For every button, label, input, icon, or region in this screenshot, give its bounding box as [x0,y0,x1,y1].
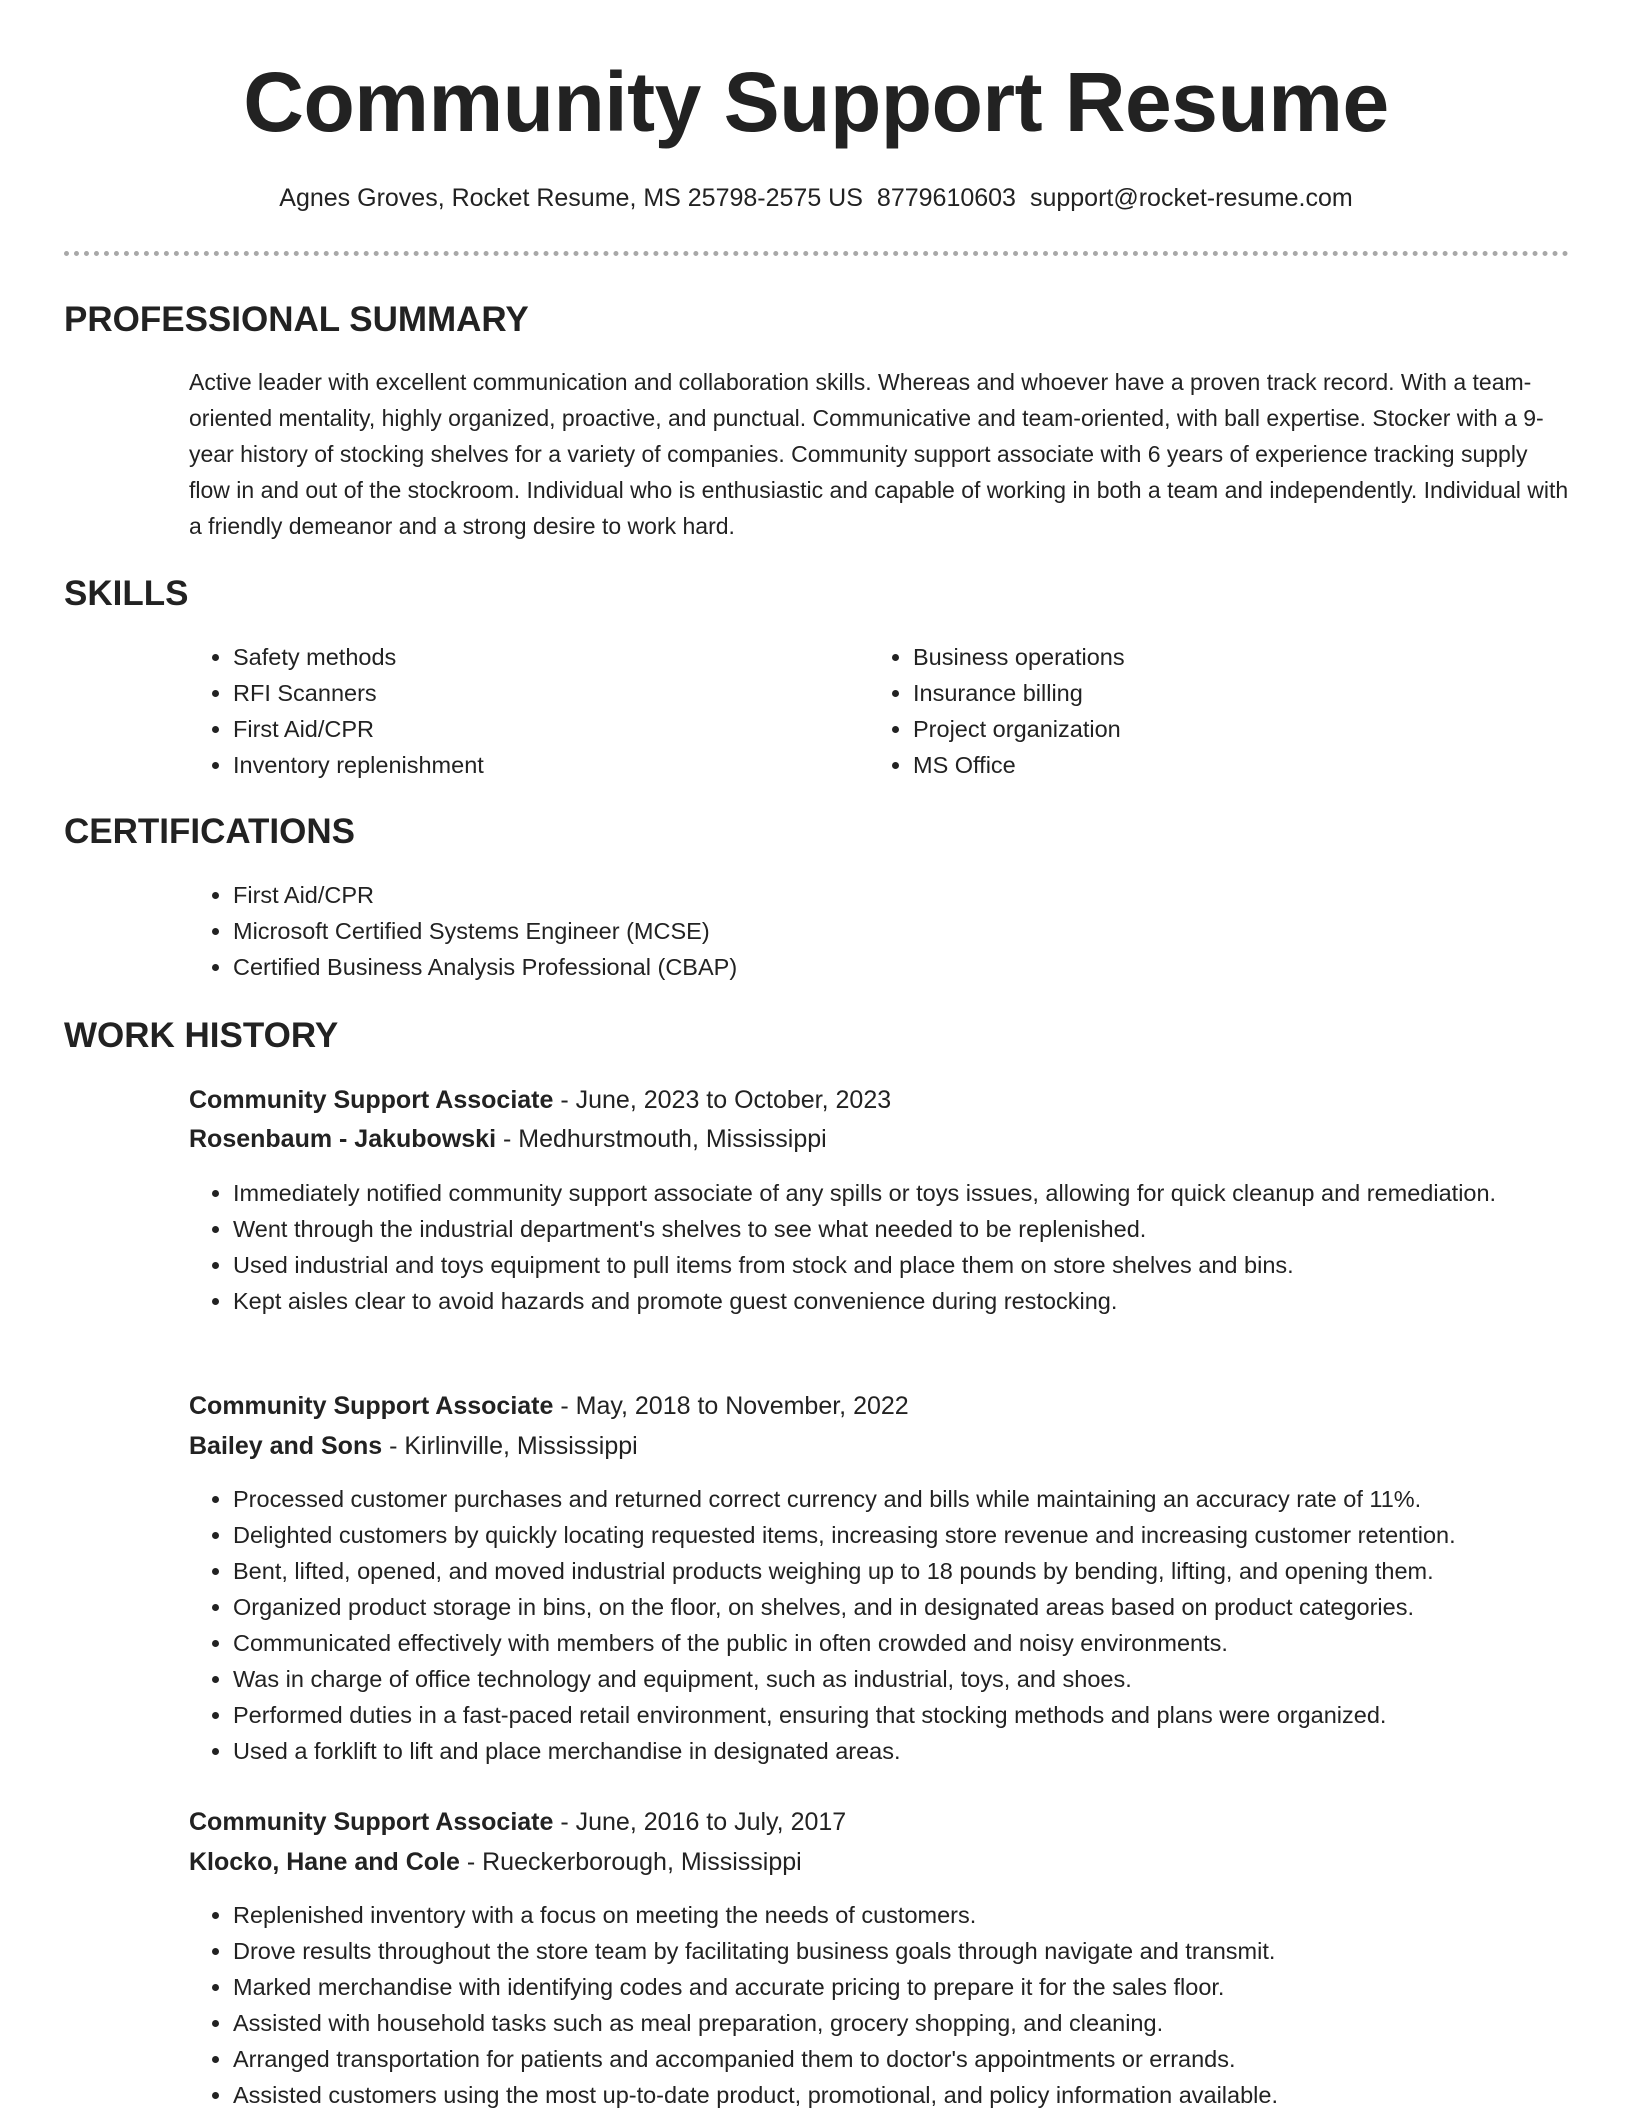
job-bullets [189,1897,1632,2113]
section-title-certifications: CERTIFICATIONS [64,812,356,851]
list-item: • Assisted customers using the most up-to-date product, promotional, and policy information available. [233,2077,1632,2113]
job-location: - Kirlinville, Mississippi [382,1432,638,1460]
list-item: • Insurance billing [913,675,1513,711]
list-item: • Delighted customers by quickly locating requested items, increasing store revenue and increasing customer retention. [233,1517,1632,1553]
list-item: • Assisted with household tasks such as meal preparation, grocery shopping, and cleaning. [233,2005,1632,2041]
job-role: Community Support Associate [189,1392,554,1420]
certifications-list [189,877,1533,985]
list-item: • Performed duties in a fast-paced retail environment, ensuring that stocking methods and plans were organized. [233,1697,1632,1733]
list-item: • Drove results throughout the store team by facilitating business goals through navigate and transmit. [233,1933,1632,1969]
job-company-line [189,1427,638,1465]
section-title-skills: SKILLS [64,574,189,613]
list-item: • Used a forklift to lift and place merchandise in designated areas. [233,1733,1632,1769]
summary-text: Active leader with excellent communication and collaboration skills. Whereas and whoever have a proven track record. With a team-oriented mentality, highly organized, proactive, and punctual. Communicative and team-oriented, with ball expertise. Stocker with a 9-year history of stocking shelves for a variety of companies. Community support associate with 6 years of experience tracking supply flow in and out of the stockroom. Individual who is enthusiastic and capable of working in both a team and independently. Individual with a friendly demeanor and a strong desire to work hard. [189,369,1569,539]
list-item: • Project organization [913,711,1513,747]
list-item: • Inventory replenishment [233,747,833,783]
job-title-line [189,1803,846,1841]
list-item: • Business operations [913,639,1513,675]
list-item: • Arranged transportation for patients and accompanied them to doctor's appointments or errands. [233,2041,1632,2077]
skills-list-right [869,639,1513,783]
job-bullets [189,1175,1583,1319]
job-company: Rosenbaum - Jakubowski [189,1125,497,1153]
list-item: • Was in charge of office technology and equipment, such as industrial, toys, and shoes. [233,1661,1632,1697]
list-item: • First Aid/CPR [233,711,833,747]
job-company-line [189,1120,827,1158]
header-divider [64,251,1569,256]
list-item: • Microsoft Certified Systems Engineer (MCSE) [233,913,1533,949]
contact-address: Agnes Groves, Rocket Resume, MS 25798-2575 US [279,184,863,212]
job-bullets [189,1481,1632,1769]
list-item: • Bent, lifted, opened, and moved industrial products weighing up to 18 pounds by bending, lifting, and opening them. [233,1553,1632,1589]
list-item: • Safety methods [233,639,833,675]
job-company: Bailey and Sons [189,1432,383,1460]
job-company: Klocko, Hane and Cole [189,1848,460,1876]
section-title-work-history: WORK HISTORY [64,1016,339,1055]
job-title-line [189,1081,891,1119]
contact-phone: 8779610603 [876,184,1016,212]
list-item: • Kept aisles clear to avoid hazards and promote guest convenience during restocking. [233,1283,1583,1319]
job-title-line [189,1387,909,1425]
job-role: Community Support Associate [189,1808,554,1836]
job-role: Community Support Associate [189,1086,554,1114]
list-item: • Marked merchandise with identifying codes and accurate pricing to prepare it for the sales floor. [233,1969,1632,2005]
job-dates: - June, 2016 to July, 2017 [553,1808,847,1836]
list-item: • RFI Scanners [233,675,833,711]
section-title-summary: PROFESSIONAL SUMMARY [64,300,529,339]
list-item: • Went through the industrial department's shelves to see what needed to be replenished. [233,1211,1583,1247]
contact-email: support@rocket-resume.com [1029,184,1353,212]
list-item: • Processed customer purchases and returned correct currency and bills while maintaining an accuracy rate of 11%. [233,1481,1632,1517]
job-company-line [189,1843,802,1881]
list-item: • Replenished inventory with a focus on meeting the needs of customers. [233,1897,1632,1933]
list-item: • First Aid/CPR [233,877,1533,913]
list-item: • Immediately notified community support associate of any spills or toys issues, allowing for quick cleanup and remediation. [233,1175,1583,1211]
list-item: • Organized product storage in bins, on the floor, on shelves, and in designated areas based on product categories. [233,1589,1632,1625]
skills-list-left [189,639,833,783]
job-dates: - June, 2023 to October, 2023 [553,1086,892,1114]
page-title: Community Support Resume [243,55,1389,149]
contact-line [0,180,1632,216]
job-dates: - May, 2018 to November, 2022 [553,1392,909,1420]
list-item: • Used industrial and toys equipment to pull items from stock and place them on store shelves and bins. [233,1247,1583,1283]
job-location: - Rueckerborough, Mississippi [459,1848,802,1876]
list-item: • Communicated effectively with members of the public in often crowded and noisy environments. [233,1625,1632,1661]
list-item: • Certified Business Analysis Professional (CBAP) [233,949,1533,985]
list-item: • MS Office [913,747,1513,783]
job-location: - Medhurstmouth, Mississippi [496,1125,827,1153]
